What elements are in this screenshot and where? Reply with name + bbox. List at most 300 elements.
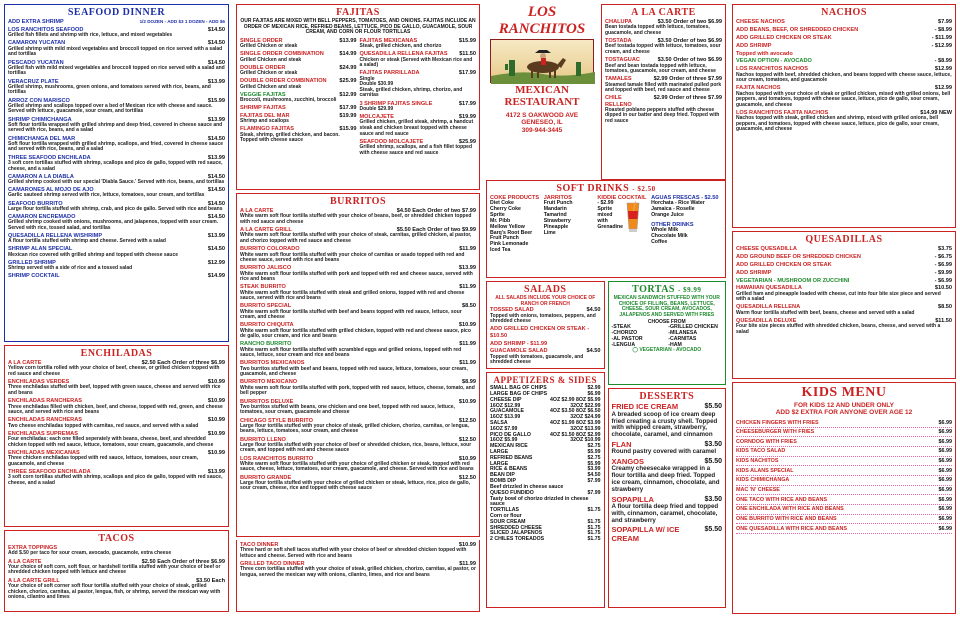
menu-item-desc: Three enchiladas filled with chicken, beef, and cheese, topped with red, green, and cheese sauce, and served with rice and beans xyxy=(8,403,223,416)
salads-section: SALADS ALL SALADS INCLUDE YOUR CHOICE OF RANCH OR FRENCH TOSSED SALAD $4.50 Topped with onions, tomatoes, peppers, and shredded cheese ADD GRILLED CHICKEN OR STEAK - $10.50 ADD SHRIMP - $11.99 GUACAMOLE SALAD $4.50 Topped with tomatoes, guacamole, and shredded cheese xyxy=(486,281,605,369)
seafood-section xyxy=(4,4,229,342)
menu-item-name: DOUBLE ORDER xyxy=(240,64,286,71)
menu-item-price: - $6.99 xyxy=(934,277,952,284)
menu-item-price: $10.50 xyxy=(934,285,952,292)
menu-item-price: $4.50 xyxy=(586,307,601,314)
menu-item-desc: White warm soft flour tortilla stuffed with your choice of beans, beef, or shredded chicken topped with red sauce and cheese xyxy=(240,213,472,226)
menu-item-desc: Double $29.99 xyxy=(359,105,394,112)
menu-item-price: - $11.99 xyxy=(931,34,952,41)
menu-item-desc: Single xyxy=(359,75,375,82)
menu-item-price: $25.99 xyxy=(339,78,357,85)
kids-subtitle-1: FOR KIDS 12 AND UNDER ONLY xyxy=(794,401,894,409)
menu-item-name: A LA CARTE xyxy=(240,208,274,215)
appetizer-price: $7.99 xyxy=(587,478,601,485)
menu-item-name: QUESADILLA RELLENA W/SHRIMP xyxy=(8,233,103,240)
menu-item-name: LOS RANCHITOS NACHOS xyxy=(736,66,808,73)
menu-item xyxy=(736,66,952,83)
menu-item-name: SINGLE ORDER xyxy=(240,37,283,44)
menu-item-name: TOSSED SALAD xyxy=(490,307,534,314)
menu-line: Strawberry xyxy=(543,217,571,224)
menu-item-price: $14.50 xyxy=(207,214,225,220)
menu-item-price: $7.99 xyxy=(938,19,952,26)
menu-item-price: $19.99 xyxy=(458,114,476,121)
menu-item-desc: A breaded scoop of ice cream deep fried creating a crusty shell. Topped with whipped cream, strawberry, chocolate, caramel, and cinnamon xyxy=(611,410,718,439)
menu-item-price: - $9.99 xyxy=(934,269,952,276)
menu-item xyxy=(8,450,225,467)
menu-line: mixed xyxy=(597,212,613,219)
menu-item-desc: Chicken or steak (Served with Mexican rice and a salad) xyxy=(359,56,473,69)
menu-item-price: $5.50 xyxy=(704,457,722,465)
menu-item-desc: Grilled fish with mild mixed vegetables and broccoli topped on rice served with a salad and tortillas xyxy=(8,64,225,77)
menu-item-name: CHILE RELLENO xyxy=(605,95,632,108)
menu-item-desc: Nachos topped with steak, grilled chicken and shrimp, mixed with grilled onions, bell peppers, and tomatoes, topped with cheese sauce, lettuce, pico de gallo, sour cream, guacamole, and cheese xyxy=(736,115,939,133)
menu-item-desc: Two burritos stuffed with beef and beans, topped with red sauce, lettuce, tomatoes, sour cream, guacamole, and cheese xyxy=(240,365,468,378)
menu-item-name: BURRITOS MEXICANOS xyxy=(240,360,305,367)
kiddie-column: KIDDIE COCKTAIL - $2.99 Sprite mixed with Grenadine xyxy=(597,195,648,254)
menu-item-price: $14.50 xyxy=(207,59,225,66)
menu-item-price: - $12.99 xyxy=(931,42,952,49)
menu-item xyxy=(8,417,225,429)
menu-item-desc: Topped with tomatoes, guacamole, and shredded cheese xyxy=(490,353,584,366)
menu-item xyxy=(605,57,722,74)
menu-item xyxy=(605,19,722,36)
appetizer-price: 4OZ $3.50 8OZ $6.50 xyxy=(550,408,601,415)
menu-item-name: SINGLE ORDER COMBINATION xyxy=(240,51,324,58)
menu-item xyxy=(8,98,225,115)
menu-line: -GRILLED CHICKEN xyxy=(668,324,718,331)
appetizer-price: $1.75 xyxy=(587,507,601,514)
menu-item-name: ADD GRILLED CHICKEN OR STEAK xyxy=(736,261,832,268)
menu-item-price: $10.99 xyxy=(458,398,476,405)
menu-item-desc: Broccoli, mushrooms, zucchini, broccoli xyxy=(240,96,337,103)
menu-item-name: RANCHO BURRITO xyxy=(240,341,292,348)
alacarte-title: A LA CARTE xyxy=(631,7,696,18)
burritos-title: BURRITOS xyxy=(329,196,387,207)
alacarte-list xyxy=(605,19,722,124)
menu-item-name: CHICAGO STYLE BURRITO xyxy=(240,417,313,424)
menu-item xyxy=(8,469,225,486)
menu-item xyxy=(360,101,477,113)
menu-item-name: Topped with avocado xyxy=(736,50,793,57)
menu-item-name: ADD SHRIMP xyxy=(736,42,772,49)
menu-item-name: TAMALES xyxy=(605,76,632,83)
seafood-title: SEAFOOD DINNER xyxy=(67,7,166,18)
tortas-title: TORTAS - $9.99 xyxy=(632,284,702,295)
menu-item-price: $4.50 xyxy=(586,348,601,355)
kids-item xyxy=(736,466,952,476)
appetizer-name: 16OZ $12.99 xyxy=(490,402,521,409)
menu-item-price: $15.99 xyxy=(458,37,476,44)
menu-item-price: $24.99 xyxy=(339,64,357,71)
menu-line: Orange Juice xyxy=(651,212,684,219)
menu-item-desc: Shrimp served with a side of rice and a tossed salad xyxy=(8,265,133,272)
menu-item-name: ADD BEANS, BEEF, OR SHREDDED CHICKEN xyxy=(736,27,859,34)
menu-item xyxy=(8,155,225,172)
kids-list xyxy=(736,418,952,534)
menu-item-price: $13.99 xyxy=(207,154,225,161)
menu-item xyxy=(8,201,225,213)
menu-item xyxy=(240,437,476,454)
menu-item-desc: Soft flour tortilla wrapped with grilled shrimp and deep fried, covered in cheese sauce and served with rice, beans, and a salad xyxy=(8,121,223,134)
menu-item-desc: Your choice of soft corn, soft flour, or hardshell tortilla stuffed with your choice of beef or shredded chicken topped with lettuce and cheese xyxy=(8,563,221,576)
menu-item-price: $17.99 xyxy=(458,70,476,77)
kids-item xyxy=(736,457,952,467)
menu-item-name: BURRITO COLORADO xyxy=(240,246,300,253)
menu-item xyxy=(240,418,476,435)
appetizer-name: Corn or flour xyxy=(490,512,522,519)
tacos-section xyxy=(4,530,229,612)
menu-item xyxy=(490,307,601,324)
menu-item xyxy=(240,475,476,492)
menu-item-price: $17.99 xyxy=(458,100,476,107)
menu-item-row xyxy=(736,278,952,284)
tortas-vegetarian: ◯ VEGETARIAN - AVOCADO xyxy=(632,347,702,354)
menu-item-name: CAMARON A LA DIABLA xyxy=(8,173,74,180)
menu-item-row xyxy=(736,43,952,49)
menu-item xyxy=(8,174,225,186)
menu-item-desc: Three corn tortillas stuffed with your choice of steak, grilled chicken, chorizo, carnitas, al pastor, or lengua, served the mexican way with onions, cilantro, limes, and rice and beans xyxy=(240,566,476,578)
menu-item xyxy=(612,403,723,439)
appetizer-name: SOUR CREAM xyxy=(490,518,526,525)
menu-line: -STEAK xyxy=(611,324,631,331)
menu-item-name: SEAFOOD BURRITO xyxy=(8,200,63,207)
menu-item-price: $11.99 xyxy=(459,360,476,367)
kids-item-name: CHEESEBURGER WITH FRIES xyxy=(736,429,815,436)
menu-item xyxy=(736,19,952,25)
appetizer-name: CHEESE DIP xyxy=(490,396,522,403)
menu-line: Pink Lemonade xyxy=(490,241,529,248)
appetizer-price: $2.99 xyxy=(587,385,601,392)
menu-item-price: $13.99 xyxy=(458,265,476,272)
menu-item-desc: White warm soft flour tortilla stuffed with your choice of grilled chicken or steak, topped with red sauce, cheese, lettuce, tomatoes, sour cream, guacamole, and cheese. Served with rice and beans xyxy=(240,460,474,473)
tacos-right-list xyxy=(240,542,476,578)
appetizer-price: $1.75 xyxy=(587,524,601,531)
kids-item-name: ONE TACO WITH RICE AND BEANS xyxy=(736,496,828,503)
menu-item xyxy=(736,85,952,108)
menu-item-name: HAWAIIAN QUESADILLA xyxy=(736,285,802,292)
menu-item-row xyxy=(612,526,723,543)
menu-item xyxy=(736,318,952,335)
menu-item-name: SOPAPILLA xyxy=(611,494,654,504)
kids-item-name: ONE QUESADILLA WITH RICE AND BEANS xyxy=(736,525,848,532)
menu-item xyxy=(240,322,476,339)
appetizer-name: RICE & BEANS xyxy=(490,466,528,473)
menu-item-row xyxy=(360,70,477,76)
menu-item-name: ENCHILADAS RANCHERAS xyxy=(8,398,82,405)
menu-item xyxy=(8,360,225,377)
menu-item-price: $14.99 xyxy=(339,51,357,58)
appetizer-price: $1.75 xyxy=(587,518,601,525)
menu-item-price: $2.50 Each Order of three $6.99 xyxy=(141,360,225,367)
restaurant-logo xyxy=(486,4,598,176)
menu-item-name: BURRITOS DELUXE xyxy=(240,398,294,405)
menu-item-name: ENCHILADAS SUPREMAS xyxy=(8,430,78,437)
kids-item-price: $6.99 xyxy=(938,506,952,513)
appetizer-name: 16OZ $5.99 xyxy=(490,437,518,444)
appetizer-price: $2.75 xyxy=(587,454,601,461)
menu-line: Whole Milk xyxy=(651,227,679,234)
menu-item-price: $19.99 xyxy=(339,113,357,119)
menu-item-price: $25.99 xyxy=(458,138,476,145)
menu-item-desc: Four bite size pieces stuffed with shredded chicken, beans, cheese, and served with a salad xyxy=(736,323,941,335)
menu-item-desc: Steak, shrimp, grilled chicken, and bacon. Topped with cheese sauce xyxy=(240,131,340,144)
appetizer-name: Beef drizzled in cheese sauce xyxy=(490,483,564,490)
menu-item-desc: Three hard or soft shell tacos stuffed with your choice of beef or shredded chicken topped with lettuce and cheese. Served with rice and beans xyxy=(240,547,467,559)
alacarte-section xyxy=(601,4,726,180)
menu-line: with xyxy=(597,217,608,224)
menu-item-desc: Large flour tortilla stuffed with your choice of steak, grilled chicken, chorizo, carnitas, or lengua, beans, lettuce, tomatoes, sour cream, and cheese xyxy=(240,422,469,435)
mexican-word: MEXICAN xyxy=(515,83,569,96)
menu-item-desc: Beef tostada topped with lettuce, tomatoes, sour cream, and cheese xyxy=(605,43,721,56)
menu-item-name: FAJITAS DEL MAR xyxy=(240,113,290,119)
menu-item-desc: Three chicken enchiladas topped with red sauce, lettuce, tomatoes, sour cream, guacamole, and cheese xyxy=(8,455,199,467)
menu-item-desc: Yellow corn tortilla rolled with your choice of beef, cheese, or grilled chicken topped with red sauce and cheese xyxy=(8,365,220,378)
appetizer-name: QUESO FUNDIDO xyxy=(490,489,534,496)
menu-item-price: $3.50 xyxy=(704,440,722,448)
menu-panel-3 xyxy=(486,4,726,614)
menu-item-name: SEAFOOD MOLCAJETE xyxy=(359,138,424,145)
menu-item-price: $8.50 xyxy=(462,303,476,310)
coke-column: COKE PRODUCTS Diet Coke Cherry Coke Sprite Mr. Pibb Mellow Yellow Barq's Root Beer Fruit Punch Pink Lemonade Iced Tea xyxy=(490,195,540,253)
appetizers-list xyxy=(490,386,601,543)
appetizers-section xyxy=(486,372,605,608)
menu-item-desc: Grilled shrimp and scallops topped over a bed of Mexican rice with cheese and sauce. Served with lettuce, guacamole, sour cream, and tortillas xyxy=(8,102,213,115)
menu-item-name: SHRIMP CHIMICHANGA xyxy=(8,116,72,123)
kids-item-name: CORNDOG WITH FRIES xyxy=(736,438,797,445)
menu-item-row xyxy=(736,270,952,276)
menu-item-row xyxy=(490,341,601,347)
menu-item-desc: White warm soft flour tortilla stuffed with grilled chicken, topped with red and cheese sauce, pico de gallo, sour cream, and rice and beans xyxy=(240,327,471,340)
menu-item-name: LOS RANCHITOS FAJITA NACHOS xyxy=(736,109,829,116)
menu-item-name: SHRIMP ALAN SPECIAL xyxy=(8,246,73,253)
menu-item xyxy=(360,51,477,68)
menu-item-name: BURRITO JALISCO xyxy=(240,265,292,272)
menu-item-name: SHRIMP COCKTAIL xyxy=(8,273,60,280)
menu-item xyxy=(240,51,357,63)
kids-item-price: $6.99 xyxy=(938,458,952,465)
menu-item-price: $10.99 xyxy=(207,417,225,424)
menu-item-name: LOS RANCHITOS SEAFOOD xyxy=(8,27,84,34)
menu-item-price: $13.99 xyxy=(207,233,225,240)
menu-item-row xyxy=(736,58,952,64)
menu-item xyxy=(240,227,476,244)
horse-rider-icon xyxy=(490,39,594,83)
kids-item xyxy=(736,486,952,496)
appetizer-name: SMALL BAG OF CHIPS xyxy=(490,385,547,392)
appetizer-price: $6.99 xyxy=(587,390,601,397)
appetizer-price: $1.75 xyxy=(587,530,601,537)
appetizer-price: 32OZ $24.99 xyxy=(570,414,601,421)
menu-item-price: - $6.75 xyxy=(934,254,952,261)
brand-name: LOS RANCHITOS xyxy=(498,4,586,37)
menu-item-desc: Roasted poblano peppers stuffed with cheese dipped in our batter and deep fried. Topped with red sauce xyxy=(605,106,720,124)
menu-line: Mr. Pibb xyxy=(490,217,511,224)
menu-item-price: $11.99 xyxy=(459,561,476,568)
menu-item-price: $8.50 xyxy=(938,304,952,311)
menu-item-price: $10.99 xyxy=(458,322,476,329)
tacos-left-list xyxy=(8,559,225,601)
desserts-list xyxy=(612,403,723,543)
vegetarian-leaf-icon: ◯ xyxy=(632,347,638,354)
menu-item-name: ENCHILADAS RANCHERAS xyxy=(8,417,82,424)
menu-item-price: $11.50 xyxy=(459,51,476,58)
menu-item-price: $12.99 xyxy=(934,85,952,92)
menu-item-row xyxy=(605,95,722,108)
menu-item-desc: Steak, grilled chicken, and chorizo xyxy=(359,43,442,50)
appetizer-price: 4OZ $1.99 8OZ $3.99 xyxy=(550,419,601,426)
menu-item-name: ADD SHRIMP - $11.99 xyxy=(490,340,548,347)
menu-item-desc: Steak, grilled chicken, shrimp, chorizo, and carnitas xyxy=(359,86,463,99)
menu-item-row xyxy=(736,262,952,268)
menu-item xyxy=(8,117,225,134)
fajitas-left-list xyxy=(240,38,357,158)
menu-item-price: - $8.99 xyxy=(934,27,952,34)
kids-item-price: $6.99 xyxy=(938,486,952,493)
menu-item-name: ADD GROUND BEEF OR SHREDDED CHICKEN xyxy=(736,254,861,261)
menu-item xyxy=(8,260,225,272)
menu-item xyxy=(736,304,952,316)
drinks-columns xyxy=(490,195,722,254)
menu-item-desc: Grilled shrimp cooked with onions, mushrooms, and jalapenos, topped with sour cream. Served with rice, tossed salad, and tortillas xyxy=(8,219,219,231)
kids-item xyxy=(736,524,952,534)
menu-item-name: BURRITO MEXICANO xyxy=(240,379,298,386)
menu-line: Fruit Punch xyxy=(490,235,519,242)
appetizer-name: SHREDDED CHEESE xyxy=(490,524,542,531)
appetizer-name: BOMB DIP xyxy=(490,478,516,485)
menu-item-price: $14.50 xyxy=(207,187,225,194)
menu-item xyxy=(736,254,952,260)
top-row xyxy=(486,4,726,180)
menu-item-desc: Your choice of soft corner soft flour tortilla stuffed with your choice of steak, grilled chicken, chorizo, carnitas, al pastor, lengua, fish, or shrimp, served the mexican way with onions, cilantro and limes xyxy=(8,582,221,601)
menu-item xyxy=(8,246,225,258)
menu-item-name: GRILLED TACO DINNER xyxy=(240,561,305,568)
menu-item-row xyxy=(736,19,952,25)
menu-item xyxy=(605,95,722,124)
menu-item xyxy=(240,126,357,143)
menu-item-price: $13.99 xyxy=(207,116,225,123)
fajitas-section xyxy=(236,4,480,190)
menu-item xyxy=(8,214,225,231)
menu-item-price: $14.50 xyxy=(207,40,225,47)
kids-item xyxy=(736,437,952,447)
appetizer-name: 2 CHILES TOREADOS xyxy=(490,536,545,543)
menu-item-price: $2.50 Each Order of three $6.99 xyxy=(141,558,225,565)
menu-item-name: VERACRUZ PLATE xyxy=(8,78,59,85)
menu-item-desc: 3 soft corn tortillas stuffed with shrimp, scallops and pico de gallo, topped with red sauce, cheese, and a salad xyxy=(8,474,223,486)
menu-item-price: - $8.99 xyxy=(934,58,952,65)
menu-item-desc: Nachos topped with beef, shredded chicken, and beans topped with cheese sauce, lettuce, sour cream, tomatoes, and guacamole xyxy=(736,71,952,84)
appetizer-name: MEXICAN RICE xyxy=(490,443,528,450)
menu-item-desc: Topped with onions, tomatoes, peppers, and shredded cheese xyxy=(490,312,596,325)
menu-item-desc: 3 soft corn tortillas stuffed with shrimp, scallops and pico de gallo, topped with red sauce, cheese, and a salad xyxy=(8,159,223,172)
appetizers-title: APPETIZERS & SIDES xyxy=(493,375,598,385)
kids-title: KIDS MENU xyxy=(801,385,887,400)
menu-line: Pineapple xyxy=(543,223,569,230)
menu-item xyxy=(612,441,723,456)
menu-line: Coffee xyxy=(651,238,668,245)
menu-item-price: $3.50 Order of two $6.99 xyxy=(657,38,722,45)
menu-item-name: TOSTADA xyxy=(605,38,632,45)
appetizer-name: LARGE xyxy=(490,460,509,467)
appetizer-name: LARGE xyxy=(490,449,509,456)
menu-item xyxy=(240,399,476,416)
menu-item xyxy=(736,110,952,133)
nachos-list xyxy=(736,19,952,133)
menu-item-price: $11.99 xyxy=(459,246,476,253)
enchiladas-title: ENCHILADAS xyxy=(80,348,153,359)
menu-item xyxy=(8,136,225,153)
menu-item-name: FLAN xyxy=(611,439,632,449)
menu-item-price: $10.99 xyxy=(207,379,225,386)
menu-item-name: QUESADILLA DELUXE xyxy=(736,317,797,324)
menu-line: Horchata - Rice Water xyxy=(651,200,705,207)
menu-item-row xyxy=(736,246,952,252)
address-line-1: 4172 S OAKWOOD AVE xyxy=(505,112,579,120)
appetizer-price: 4OZ $2.99 8OZ $5.99 xyxy=(550,396,601,403)
menu-item-desc: A flour tortilla deep fried and topped with, cinnamon, caramel, chocolate, and strawberry xyxy=(611,502,719,524)
kids-item-name: MAC 'N' CHEESE xyxy=(736,486,780,493)
menu-item xyxy=(240,456,476,473)
menu-item-price: $13.99 xyxy=(207,468,225,475)
menu-item xyxy=(240,265,476,282)
appetizer-price: $5.99 xyxy=(587,460,601,467)
mid-row xyxy=(486,281,726,611)
menu-item-row xyxy=(240,105,357,111)
menu-item-price: $3.50 Order of two $6.99 xyxy=(657,57,722,64)
menu-item xyxy=(490,341,601,347)
menu-item xyxy=(736,51,952,57)
desserts-section xyxy=(608,388,727,608)
menu-item-name: DOUBLE ORDER COMBINATION xyxy=(240,78,327,85)
menu-item-desc: Beef and bean tostada topped with lettuce, tomatoes, guacamole, sour cream, and cheese xyxy=(605,62,716,75)
salads-title: SALADS xyxy=(524,284,567,295)
menu-item-desc: Shrimp and scallops xyxy=(240,118,289,125)
menu-item xyxy=(736,285,952,302)
menu-item-name: SOPAPILLA W/ ICE CREAM xyxy=(611,525,680,543)
menu-panel-4 xyxy=(732,4,956,614)
menu-item-name: FAJITAS MEXICANAS xyxy=(359,37,418,44)
appetizer-name: SALSA xyxy=(490,419,508,426)
menu-item-price: $17.99 xyxy=(339,105,357,112)
menu-item-desc: Garlic sauteed shrimp served with rice, lettuce, tomatoes, sour cream, and tortillas xyxy=(8,192,205,199)
menu-line: Barq's Root Beer xyxy=(490,229,533,236)
menu-item xyxy=(360,139,477,156)
kids-item xyxy=(736,495,952,505)
menu-item-desc: Grilled Chicken and steak xyxy=(240,83,302,90)
drinks-section xyxy=(486,180,726,278)
menu-item-name: CHALUPA xyxy=(605,19,632,26)
menu-item-price: $14.50 xyxy=(207,200,225,207)
menu-item-desc: Three enchiladas stuffed with beef, topped with green sauce, cheese and served with rice and beans xyxy=(8,384,221,397)
menu-item-name: LOS RANCHITOS BURRITO xyxy=(240,455,314,462)
kids-item xyxy=(736,476,952,486)
menu-item-name: MOLCAJETE xyxy=(359,114,394,121)
menu-line: Sprite xyxy=(490,212,505,219)
menu-item xyxy=(612,526,723,543)
burritos-section xyxy=(236,193,480,537)
appetizer-name: REFRIED BEANS xyxy=(490,454,533,461)
menu-item-price: $12.50 xyxy=(458,474,476,481)
menu-item-name: FAJITA NACHOS xyxy=(736,85,781,92)
menu-item-desc: White warm soft flour tortilla stuffed with beef and beans topped with red sauce, lettuce, sour cream, and cheese xyxy=(240,308,462,321)
menu-line: -CARNITAS xyxy=(668,335,697,342)
menu-line: Grenadine xyxy=(597,223,624,230)
menu-item-name: GRILLED SHRIMP xyxy=(8,259,56,266)
appetizer-row xyxy=(490,537,601,543)
menu-item xyxy=(240,78,357,90)
menu-item-name: A LA CARTE xyxy=(8,558,42,565)
menu-item xyxy=(612,458,723,494)
